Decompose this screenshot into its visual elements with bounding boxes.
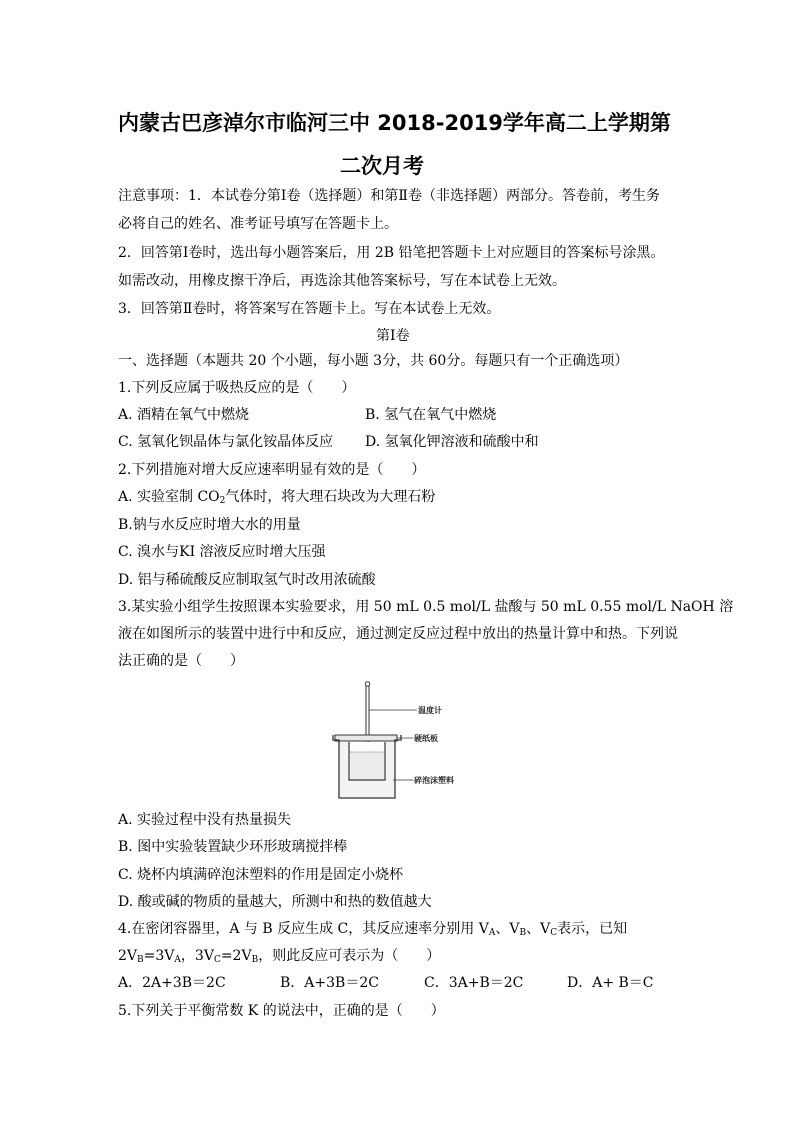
q4-s2-p4: =2V [220, 948, 252, 964]
label-thermometer: 温度计 [418, 706, 442, 715]
q2-a-text: A. 实验室制 CO [118, 489, 220, 505]
question-2-option-b: B.钠与水反应时增大水的用量 [118, 517, 301, 533]
question-4-option-c: C．3A+B＝2C [424, 975, 524, 991]
volume-heading: 第Ⅰ卷 [376, 328, 410, 344]
q4-sep2: 、V [526, 921, 551, 937]
exam-title-line2: 二次月考 [340, 154, 424, 178]
question-4-option-a: A．2A+3B＝2C [118, 975, 226, 991]
q4-sub-c: C [550, 928, 558, 938]
question-3-option-c: C. 烧杯内填满碎泡沫塑料的作用是固定小烧杯 [118, 867, 404, 883]
question-2-stem: 2.下列措施对增大反应速率明显有效的是（ ） [118, 462, 426, 478]
question-1-option-a: A. 酒精在氧气中燃烧 [118, 407, 250, 423]
q4-s2-sub3: C [213, 955, 221, 965]
label-foam: 碎泡沫塑料 [414, 776, 454, 785]
q4-s2-p1: 2V [118, 948, 138, 964]
section-heading: 一、选择题（本题共 20 个小题，每小题 3分，共 60分。每题只有一个正确选项） [118, 353, 629, 369]
note-1a: 注意事项：1．本试卷分第Ⅰ卷（选择题）和第Ⅱ卷（非选择题）两部分。答卷前，考生务 [118, 188, 660, 204]
note-2b: 如需改动，用橡皮擦干净后，再选涂其他答案标号，写在本试卷上无效。 [118, 273, 566, 289]
question-3-stem-line2: 液在如图所示的装置中进行中和反应，通过测定反应过程中放出的热量计算中和热。下列说 [118, 626, 678, 642]
note-1b: 必将自己的姓名、准考证号填写在答题卡上。 [118, 216, 398, 232]
question-2-option-a [118, 488, 435, 506]
q4-s2-sub4: B [251, 955, 259, 965]
question-4-stem-line1 [118, 920, 627, 938]
q2-a-subscript: 2 [219, 496, 226, 506]
question-3-stem-line3: 法正确的是（ ） [118, 653, 244, 669]
q4-s2-p3: ，3V [180, 948, 214, 964]
question-5-stem: 5.下列关于平衡常数 K 的说法中，正确的是（ ） [118, 1003, 445, 1019]
q4-s2-p5: ，则此反应可表示为（ ） [258, 948, 441, 964]
question-3-option-d: D. 酸或碱的物质的量越大，所测中和热的数值越大 [118, 894, 432, 910]
calorimeter-figure [325, 680, 465, 802]
q4-sub-a: A [488, 928, 496, 938]
question-1-option-b: B. 氢气在氧气中燃烧 [365, 407, 497, 423]
question-2-option-d: D. 铝与稀硫酸反应制取氢气时改用浓硫酸 [118, 572, 376, 588]
question-3-option-a: A. 实验过程中没有热量损失 [118, 812, 292, 828]
inner-solution [350, 752, 384, 779]
question-4-option-b: B．A+3B＝2C [280, 975, 379, 991]
question-4-stem-line2 [118, 947, 440, 965]
q4-s2-sub1: B [137, 955, 144, 965]
q4-s2-p2: =3V [143, 948, 175, 964]
thermometer-top [365, 682, 369, 686]
question-2-option-c: C. 溴水与KI 溶液反应时增大压强 [118, 544, 326, 560]
exam-title-line1: 内蒙古巴彦淖尔市临河三中 2018-2019学年高二上学期第 [118, 111, 671, 135]
note-3: 3．回答第Ⅱ卷时，将答案写在答题卡上。写在本试卷上无效。 [118, 301, 501, 317]
q2-a-text-rest: 气体时，将大理石块改为大理石粉 [225, 489, 436, 505]
question-3-stem-line1: 3.某实验小组学生按照课本实验要求，用 50 mL 0.5 mol/L 盐酸与 50 mL 0.55 mol/L NaOH 溶 [118, 599, 734, 615]
question-3-option-b: B. 图中实验装置缺少环形玻璃搅拌棒 [118, 839, 348, 855]
q4-stem-text: 4.在密闭容器里，A 与 B 反应生成 C，其反应速率分别用 V [118, 921, 489, 937]
question-4-option-d: D．A+ B＝C [567, 975, 654, 991]
q4-sub-b: B [519, 928, 527, 938]
cardboard-lid [335, 735, 397, 741]
question-1-stem: 1.下列反应属于吸热反应的是（ ） [118, 380, 356, 396]
q4-stem-rest: 表示，已知 [557, 921, 628, 937]
question-1-option-d: D. 氢氧化钾溶液和硫酸中和 [365, 434, 539, 450]
note-2a: 2．回答第Ⅰ卷时，选出每小题答案后，用 2B 铅笔把答题卡上对应题目的答案标号涂黑。 [118, 245, 665, 261]
label-board: 硬纸板 [414, 734, 438, 743]
question-1-option-c: C. 氢氧化钡晶体与氯化铵晶体反应 [118, 434, 334, 450]
q4-sep1: 、V [495, 921, 520, 937]
q4-s2-sub2: A [174, 955, 181, 965]
